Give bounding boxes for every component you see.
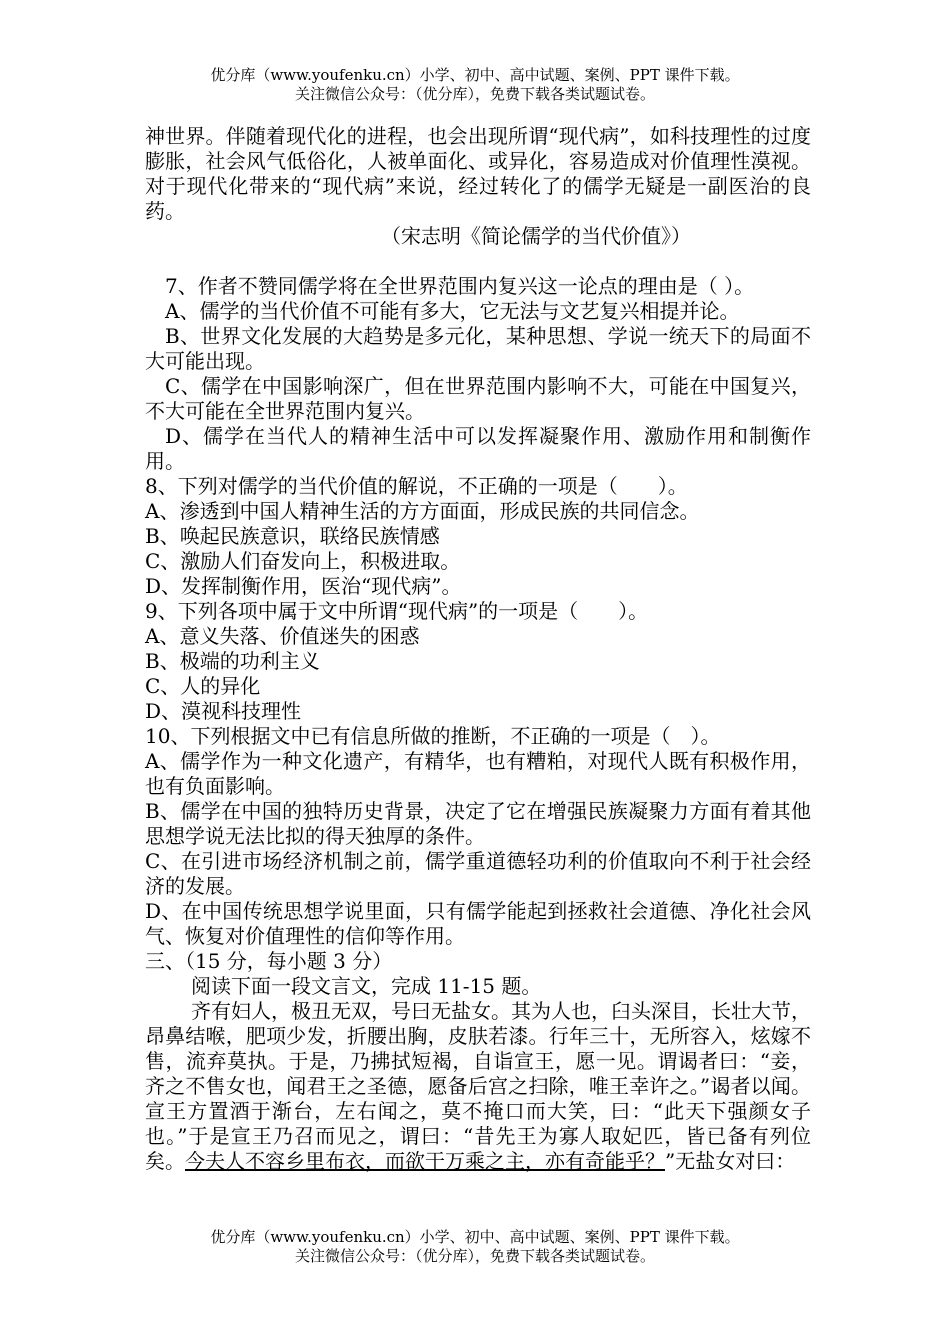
question-option: C、激励人们奋发向上，积极进取。	[145, 549, 461, 573]
underlined-sentence: 今夫人不容乡里布衣，而欲干万乘之主，亦有奇能乎？	[185, 1149, 665, 1173]
question-option: C、人的异化	[145, 674, 261, 698]
question-stem: 7、作者不赞同儒学将在全世界范围内复兴这一论点的理由是（ ）。	[165, 274, 755, 298]
question-option: A、意义失落、价值迷失的困惑	[145, 624, 420, 648]
page-header	[0, 66, 950, 104]
header-line-1: 优分库（www.youfenku.cn）小学、初中、高中试题、案例、PPT 课件下载。	[210, 66, 740, 84]
question-stem: 9、下列各项中属于文中所谓“现代病”的一项是（ ）。	[145, 599, 649, 623]
passage-citation: （宋志明《简论儒学的当代价值》）	[381, 224, 691, 248]
question-option: A、渗透到中国人精神生活的方方面面，形成民族的共同信念。	[145, 499, 700, 523]
question-10	[145, 724, 811, 949]
question-option: D、儒学在当代人的精神生活中可以发挥凝聚作用、激励作用和制衡作用。	[145, 424, 811, 473]
section-instruction: 阅读下面一段文言文，完成 11-15 题。	[191, 974, 542, 998]
question-7	[145, 274, 811, 474]
spacer	[145, 249, 811, 274]
question-option: B、世界文化发展的大趋势是多元化，某种思想、学说一统天下的局面不大可能出现。	[145, 324, 811, 373]
question-option: C、儒学在中国影响深广，但在世界范围内影响不大，可能在中国复兴，不大可能在全世界范围内复兴。	[145, 374, 811, 423]
question-9	[145, 599, 811, 724]
question-option: B、唤起民族意识，联络民族情感	[145, 524, 440, 548]
classical-text	[145, 999, 811, 1174]
question-option: D、发挥制衡作用，医治“现代病”。	[145, 574, 462, 598]
question-option: A、儒学作为一种文化遗产，有精华，也有糟粕，对现代人既有积极作用，也有负面影响。	[145, 749, 811, 798]
footer-line-2: 关注微信公众号：（优分库），免费下载各类试题试卷。	[294, 1247, 655, 1265]
page-footer	[0, 1228, 950, 1266]
footer-line-1: 优分库（www.youfenku.cn）小学、初中、高中试题、案例、PPT 课件下载。	[210, 1228, 740, 1246]
question-option: C、在引进市场经济机制之前，儒学重道德轻功利的价值取向不利于社会经济的发展。	[145, 849, 811, 898]
question-option: B、儒学在中国的独特历史背景，决定了它在增强民族凝聚力方面有着其他思想学说无法比拟的得天独厚的条件。	[145, 799, 811, 848]
passage-text: 神世界。伴随着现代化的进程，也会出现所谓“现代病”，如科技理性的过度膨胀，社会风气低俗化，人被单面化、或异化，容易造成对价值理性漠视。对于现代化带来的“现代病”来说，经过转化了的儒学无疑是一副医治的良药。	[145, 124, 811, 223]
document-body	[145, 124, 811, 1174]
classical-text-main: 齐有妇人，极丑无双，号曰无盐女。其为人也，臼头深目，长壮大节，昂鼻结喉，肥项少发，折腰出胸，皮肤若漆。行年三十，无所容入，炫嫁不售，流弃莫执。于是，乃拂拭短褐，自诣宣王，愿一见。谓谒者曰：“妾，齐之不售女也，闻君王之圣德，愿备后宫之扫除，唯王幸许之。”谒者以闻。宣王方置酒于渐台，左右闻之，莫不掩口而大笑，曰：“此天下强颜女子也。”于是宣王乃召而见之，谓曰：“昔先王为寡人取妃匹，皆已备有列位矣。	[145, 999, 811, 1173]
question-stem: 8、下列对儒学的当代价值的解说，不正确的一项是（ ）。	[145, 474, 688, 498]
question-option: D、漠视科技理性	[145, 699, 302, 723]
question-8	[145, 474, 811, 599]
section-title: 三、（15 分，每小题 3 分）	[145, 949, 393, 973]
question-option: B、极端的功利主义	[145, 649, 320, 673]
section-3	[145, 949, 811, 1174]
classical-text-tail: ”无盐女对曰：	[665, 1149, 796, 1173]
question-option: D、在中国传统思想学说里面，只有儒学能起到拯救社会道德、净化社会风气、恢复对价值理性的信仰等作用。	[145, 899, 811, 948]
question-stem: 10、下列根据文中已有信息所做的推断，不正确的一项是（ ）。	[145, 724, 721, 748]
header-line-2: 关注微信公众号：（优分库），免费下载各类试题试卷。	[294, 85, 655, 103]
question-option: A、儒学的当代价值不可能有多大，它无法与文艺复兴相提并论。	[165, 299, 740, 323]
